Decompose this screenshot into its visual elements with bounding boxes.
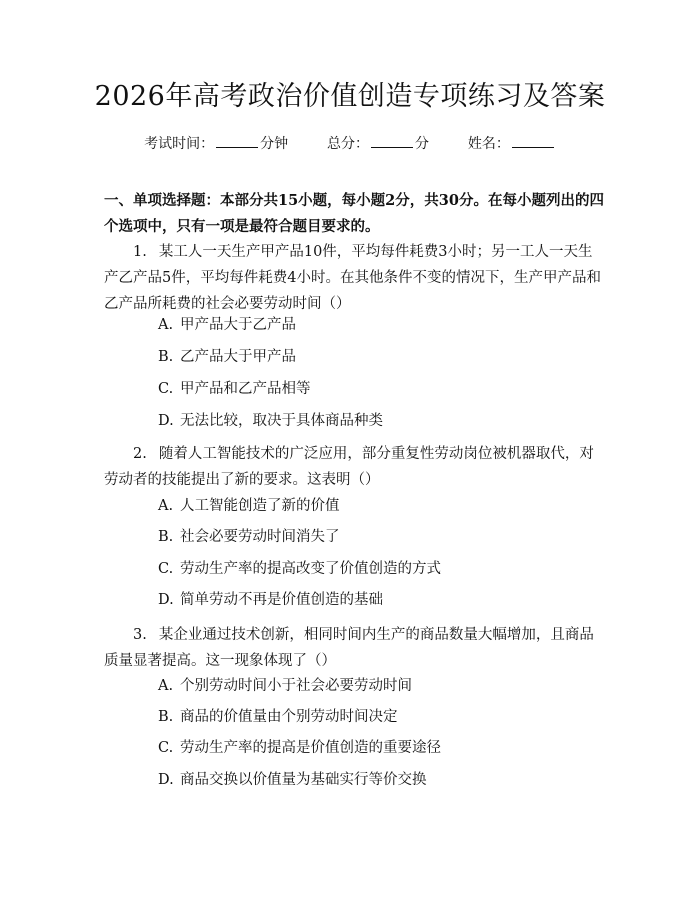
- option-text: 无法比较，取决于具体商品种类: [180, 413, 383, 429]
- name-blank: [512, 133, 554, 148]
- option-d[interactable]: [158, 770, 598, 790]
- option-text: 甲产品和乙产品相等: [180, 381, 311, 397]
- exam-time-label: 考试时间：: [144, 136, 215, 152]
- total-score-unit: 分: [415, 136, 429, 152]
- option-letter: B.: [158, 529, 174, 545]
- option-text: 劳动生产率的提高改变了价值创造的方式: [180, 561, 441, 577]
- question-stem: 某工人一天生产甲产品10件，平均每件耗费3小时；另一工人一天生产乙产品5件，平均每件耗费4小时。在其他条件不变的情况下，生产甲产品和乙产品所耗费的社会必要劳动时间（）: [104, 244, 601, 312]
- option-text: 乙产品大于甲产品: [180, 349, 296, 365]
- option-text: 社会必要劳动时间消失了: [180, 529, 340, 545]
- question-number: 2.: [133, 446, 147, 462]
- total-score-label: 总分：: [327, 136, 369, 152]
- exam-info-line: [0, 133, 700, 154]
- question-number: 3.: [133, 627, 147, 643]
- document-title: 2026年高考政治价值创造专项练习及答案: [94, 81, 606, 112]
- name-label: 姓名：: [467, 136, 510, 152]
- question-2: [104, 441, 604, 493]
- option-b[interactable]: [158, 707, 598, 727]
- option-letter: B.: [158, 709, 174, 725]
- option-c[interactable]: [158, 379, 598, 399]
- option-d[interactable]: [158, 411, 598, 431]
- exam-time-unit: 分钟: [260, 136, 289, 152]
- name-field: [468, 133, 556, 154]
- option-b[interactable]: [158, 347, 598, 367]
- option-text: 劳动生产率的提高是价值创造的重要途径: [180, 740, 441, 756]
- total-score-field: [327, 133, 429, 154]
- option-letter: A.: [158, 317, 174, 333]
- option-letter: A.: [158, 678, 174, 694]
- option-text: 简单劳动不再是价值创造的基础: [180, 592, 383, 608]
- question-3: [104, 622, 604, 674]
- question-stem: 某企业通过技术创新，相同时间内生产的商品数量大幅增加，且商品质量显著提高。这一现象体现了（）: [104, 627, 594, 669]
- option-text: 商品交换以价值量为基础实行等价交换: [180, 772, 427, 788]
- option-letter: C.: [158, 381, 174, 397]
- option-text: 人工智能创造了新的价值: [180, 498, 340, 514]
- option-d[interactable]: [158, 590, 598, 610]
- option-letter: D.: [158, 772, 174, 788]
- option-letter: C.: [158, 740, 174, 756]
- section-heading: 一、单项选择题：本部分共15小题，每小题2分，共30分。在每小题列出的四个选项中，只有一项是最符合题目要求的。: [104, 192, 604, 235]
- total-score-blank: [371, 133, 413, 148]
- option-text: 商品的价值量由个别劳动时间决定: [180, 709, 398, 725]
- exam-time-blank: [216, 133, 258, 148]
- option-b[interactable]: [158, 527, 598, 547]
- option-c[interactable]: [158, 559, 598, 579]
- option-letter: A.: [158, 498, 174, 514]
- option-a[interactable]: [158, 676, 598, 696]
- question-number: 1.: [133, 244, 147, 260]
- option-text: 个别劳动时间小于社会必要劳动时间: [180, 678, 412, 694]
- option-letter: D.: [158, 592, 174, 608]
- option-letter: B.: [158, 349, 174, 365]
- option-c[interactable]: [158, 738, 598, 758]
- option-a[interactable]: [158, 496, 598, 516]
- question-1: [104, 239, 604, 317]
- option-text: 甲产品大于乙产品: [180, 317, 296, 333]
- option-a[interactable]: [158, 315, 598, 335]
- exam-time-field: [144, 133, 288, 154]
- option-letter: C.: [158, 561, 174, 577]
- option-letter: D.: [158, 413, 174, 429]
- question-stem: 随着人工智能技术的广泛应用，部分重复性劳动岗位被机器取代，对劳动者的技能提出了新的要求。这表明（）: [104, 446, 594, 488]
